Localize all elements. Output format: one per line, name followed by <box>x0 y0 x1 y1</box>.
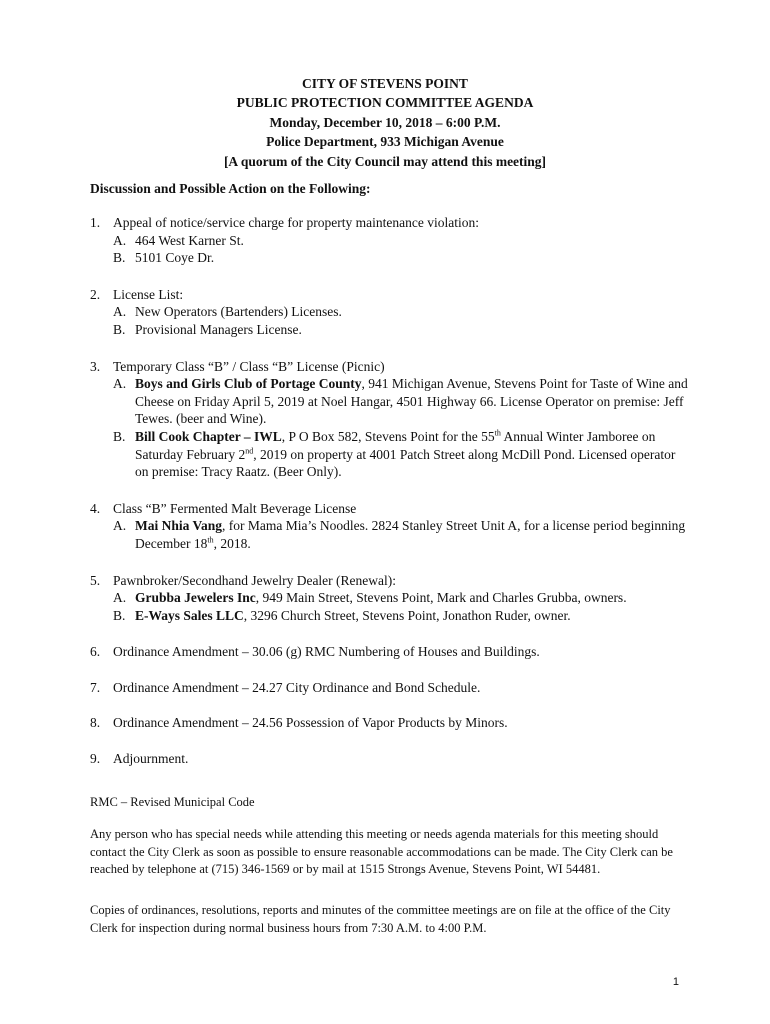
city-name: CITY OF STEVENS POINT <box>302 76 468 91</box>
sub-item <box>113 517 690 552</box>
sub-item-letter: A. <box>113 304 127 320</box>
licensee-name: Boys and Girls Club of Portage County <box>135 376 362 392</box>
item-title: Adjournment. <box>113 751 189 767</box>
sub-item-text: , for Mama Mia’s Noodles. 2824 Stanley Street Unit A, for a license period beginning December 18 <box>135 518 686 551</box>
item-number: 9. <box>90 751 101 767</box>
agenda-item-2 <box>90 286 690 339</box>
sub-item <box>113 232 690 250</box>
item-title: Class “B” Fermented Malt Beverage License <box>113 500 357 516</box>
sub-item-text: 5101 Coye Dr. <box>135 250 215 266</box>
sub-item-text: , 949 Main Street, Stevens Point, Mark and Charles Grubba, owners. <box>255 590 627 606</box>
agenda-items <box>90 214 690 786</box>
sub-item-letter: A. <box>113 590 127 606</box>
item-title: License List: <box>113 286 184 302</box>
sub-item <box>113 428 690 481</box>
agenda-item-5 <box>90 572 690 625</box>
ordinal-suffix: th <box>207 535 214 545</box>
agenda-item-8 <box>90 714 690 732</box>
agenda-item-3 <box>90 358 690 481</box>
sub-item-letter: A. <box>113 376 127 392</box>
agenda-header <box>0 74 770 171</box>
licensee-name: Bill Cook Chapter – IWL <box>135 428 282 444</box>
sub-item <box>113 303 690 321</box>
item-title: Appeal of notice/service charge for property maintenance violation: <box>113 215 479 230</box>
item-title: Ordinance Amendment – 30.06 (g) RMC Numbering of Houses and Buildings. <box>113 644 540 660</box>
licensee-name: Grubba Jewelers Inc <box>135 590 256 606</box>
sub-item <box>113 589 690 607</box>
sub-item-letter: B. <box>113 250 126 266</box>
licensee-name: E-Ways Sales LLC <box>135 607 244 623</box>
item-number: 3. <box>90 358 101 374</box>
item-number: 1. <box>90 215 101 230</box>
sub-item-letter: B. <box>113 607 126 623</box>
ordinal-suffix: nd <box>245 446 254 456</box>
sub-item <box>113 249 690 267</box>
agenda-item-4 <box>90 500 690 553</box>
item-title: Temporary Class “B” / Class “B” License (Picnic) <box>113 358 385 374</box>
sub-item-text: , 2019 on property at 4001 Patch Street along McDill Pond. Licensed operator on premise: Tracy Raatz. (Beer Only). <box>135 446 676 480</box>
meeting-date: Monday, December 10, 2018 – 6:00 P.M. <box>269 114 501 130</box>
item-number: 5. <box>90 572 101 588</box>
page-number: 1 <box>672 976 679 988</box>
item-number: 7. <box>90 679 101 695</box>
sub-item-letter: B. <box>113 321 126 337</box>
sub-item <box>113 321 690 339</box>
agenda-item-7 <box>90 679 690 697</box>
sub-item-text: Provisional Managers License. <box>135 321 302 337</box>
item-number: 4. <box>90 500 101 516</box>
discussion-heading: Discussion and Possible Action on the Following: <box>90 181 371 196</box>
sub-item <box>113 607 690 625</box>
sub-item-letter: A. <box>113 232 127 248</box>
sub-item-text: , 3296 Church Street, Stevens Point, Jonathon Ruder, owner. <box>243 607 571 623</box>
copies-notice: Copies of ordinances, resolutions, reports and minutes of the committee meetings are on file at the office of the City Clerk for inspection during normal business hours from 7:30 A.M. to 4:00 P.M. <box>90 903 671 935</box>
sub-item-letter: A. <box>113 518 127 534</box>
meeting-location: Police Department, 933 Michigan Avenue <box>266 134 504 150</box>
item-title: Ordinance Amendment – 24.27 City Ordinance and Bond Schedule. <box>113 679 481 695</box>
agenda-item-9 <box>90 750 690 768</box>
item-title: Ordinance Amendment – 24.56 Possession of Vapor Products by Minors. <box>113 715 508 731</box>
licensee-name: Mai Nhia Vang <box>135 518 223 534</box>
sub-item-text: , P O Box 582, Stevens Point for the 55 <box>281 428 495 444</box>
quorum-note: [A quorum of the City Council may attend this meeting] <box>223 153 547 169</box>
sub-item-text: 464 West Karner St. <box>135 232 244 248</box>
sub-item-text: New Operators (Bartenders) Licenses. <box>135 304 342 320</box>
item-number: 6. <box>90 644 101 660</box>
sub-item <box>113 375 690 428</box>
sub-item-letter: B. <box>113 428 126 444</box>
sub-item-text: , 941 Michigan Avenue, Stevens Point for Taste of Wine and Cheese on Friday April 5, 2019 at Noel Hangar, 4501 Highway 66. License Operator on premise: Jeff Tewes. (beer and Wine). <box>135 376 688 427</box>
item-number: 8. <box>90 715 101 731</box>
agenda-item-1 <box>90 214 690 267</box>
sub-item-text: Annual Winter Jamboree on Saturday February 2 <box>135 428 656 462</box>
item-title: Pawnbroker/Secondhand Jewelry Dealer (Renewal): <box>113 572 397 588</box>
rmc-footnote: RMC – Revised Municipal Code <box>90 795 255 809</box>
special-needs-notice: Any person who has special needs while attending this meeting or needs agenda materials for this meeting should contact the City Clerk as soon as possible to ensure reasonable accommodations can be made. The City Clerk can be reached by telephone at (715) 346-1569 or by mail at 1515 Strongs Avenue, Stevens Point, WI 54481. <box>90 827 673 876</box>
agenda-item-6 <box>90 643 690 661</box>
agenda-title: PUBLIC PROTECTION COMMITTEE AGENDA <box>236 95 534 111</box>
ordinal-suffix: th <box>494 428 501 438</box>
sub-item-text: , 2018. <box>213 535 251 551</box>
item-number: 2. <box>90 286 101 302</box>
